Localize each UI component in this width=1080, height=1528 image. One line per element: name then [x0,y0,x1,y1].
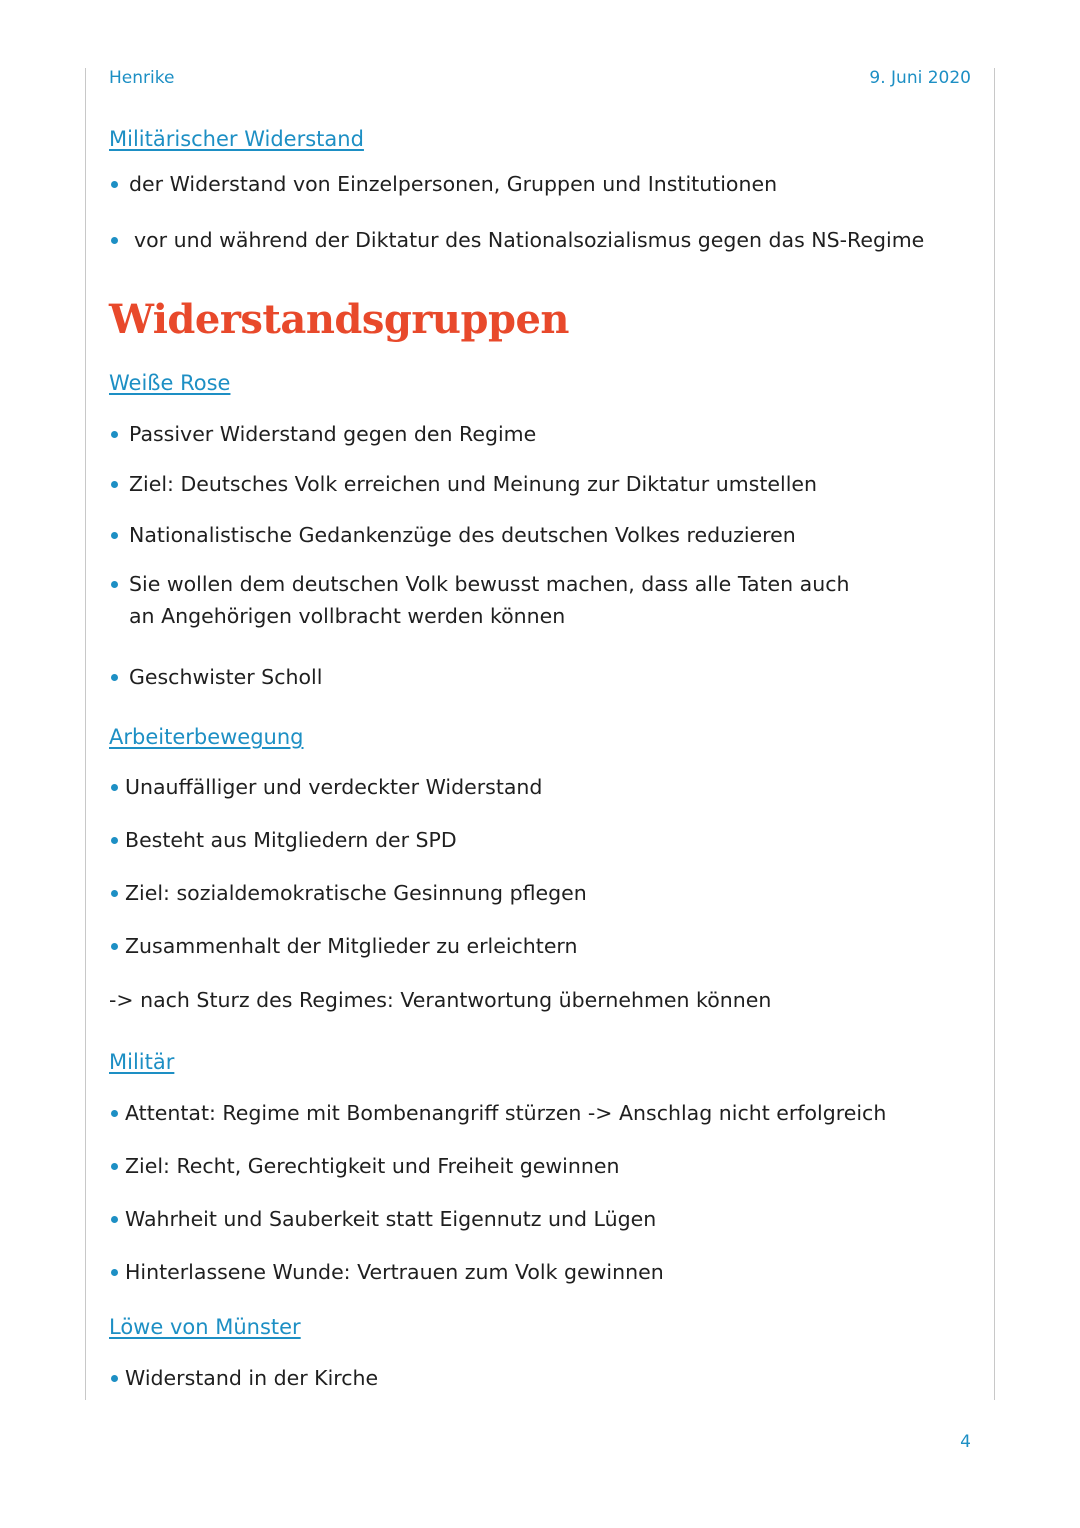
bullet-icon [111,1216,118,1223]
list-item: Zusammenhalt der Mitglieder zu erleichtern [109,930,969,962]
bullet-icon [111,837,118,844]
list-item: Passiver Widerstand gegen den Regime [109,418,969,450]
header-author: Henrike [109,68,175,88]
list-item: der Widerstand von Einzelpersonen, Gruppen und Institutionen [109,168,969,200]
list-item: Ziel: Deutsches Volk erreichen und Meinung zur Diktatur umstellen [109,468,969,500]
bullet-icon [111,784,118,791]
right-margin-rule [994,68,995,1400]
list-item: Unauffälliger und verdeckter Widerstand [109,771,969,803]
header-date: 9. Juni 2020 [869,68,971,88]
list-item: Nationalistische Gedankenzüge des deutschen Volkes reduzieren [109,519,969,551]
left-margin-rule [85,68,86,1400]
bullet-icon [111,581,118,588]
list-item: Ziel: sozialdemokratische Gesinnung pflegen [109,877,969,909]
heading-loewe-von-muenster[interactable]: Löwe von Münster [109,1315,301,1339]
bullet-icon [111,237,118,244]
list-item: Attentat: Regime mit Bombenangriff stürzen -> Anschlag nicht erfolgreich [109,1097,969,1129]
bullet-icon [111,1375,118,1382]
heading-militaerischer-widerstand[interactable]: Militärischer Widerstand [109,127,364,151]
page-number: 4 [960,1432,971,1452]
list-item: vor und während der Diktatur des Nationalsozialismus gegen das NS-Regime [109,224,969,256]
list-item: Wahrheit und Sauberkeit statt Eigennutz und Lügen [109,1203,969,1235]
heading-weisse-rose[interactable]: Weiße Rose [109,371,231,395]
bullet-icon [111,532,118,539]
list-item: Besteht aus Mitgliedern der SPD [109,824,969,856]
page-title: Widerstandsgruppen [109,296,569,343]
bullet-icon [111,1110,118,1117]
bullet-icon [111,1163,118,1170]
bullet-icon [111,181,118,188]
list-item: Sie wollen dem deutschen Volk bewusst machen, dass alle Taten auch an Angehörigen vollbracht werden können [109,568,869,632]
heading-arbeiterbewegung[interactable]: Arbeiterbewegung [109,725,304,749]
bullet-icon [111,943,118,950]
arbeiter-note: -> nach Sturz des Regimes: Verantwortung übernehmen können [109,988,772,1012]
bullet-icon [111,481,118,488]
bullet-icon [111,674,118,681]
list-item: Hinterlassene Wunde: Vertrauen zum Volk gewinnen [109,1256,969,1288]
bullet-icon [111,431,118,438]
bullet-icon [111,890,118,897]
bullet-icon [111,1269,118,1276]
list-item: Ziel: Recht, Gerechtigkeit und Freiheit gewinnen [109,1150,969,1182]
heading-militaer[interactable]: Militär [109,1050,175,1074]
list-item: Widerstand in der Kirche [109,1362,969,1394]
list-item: Geschwister Scholl [109,661,969,693]
